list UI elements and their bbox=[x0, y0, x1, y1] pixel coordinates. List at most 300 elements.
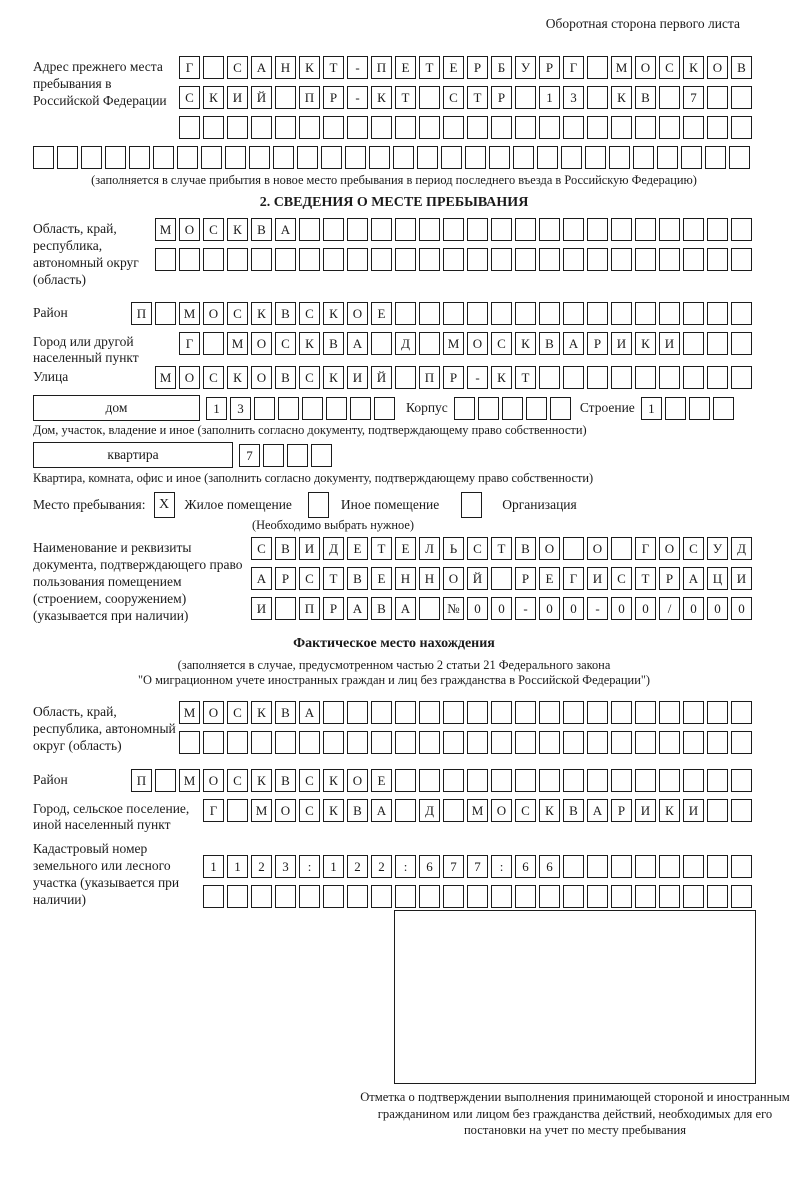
char-cell[interactable] bbox=[587, 701, 608, 724]
char-cell[interactable]: 0 bbox=[635, 597, 656, 620]
char-cell[interactable]: С bbox=[299, 799, 320, 822]
char-cell[interactable]: В bbox=[275, 769, 296, 792]
char-cell[interactable] bbox=[395, 701, 416, 724]
char-cell[interactable]: Л bbox=[419, 537, 440, 560]
char-cell[interactable] bbox=[539, 885, 560, 908]
char-cell[interactable] bbox=[609, 146, 630, 169]
char-cell[interactable]: А bbox=[683, 567, 704, 590]
char-cell[interactable]: 1 bbox=[203, 855, 224, 878]
char-cell[interactable] bbox=[635, 769, 656, 792]
char-cell[interactable] bbox=[33, 146, 54, 169]
char-cell[interactable] bbox=[350, 397, 371, 420]
char-cell[interactable]: 0 bbox=[683, 597, 704, 620]
char-cell[interactable] bbox=[563, 218, 584, 241]
char-cell[interactable]: О bbox=[251, 366, 272, 389]
char-cell[interactable] bbox=[203, 116, 224, 139]
char-cell[interactable] bbox=[563, 248, 584, 271]
char-cell[interactable] bbox=[587, 855, 608, 878]
char-cell[interactable] bbox=[707, 855, 728, 878]
char-cell[interactable] bbox=[467, 116, 488, 139]
char-cell[interactable]: М bbox=[155, 218, 176, 241]
char-cell[interactable] bbox=[611, 701, 632, 724]
char-cell[interactable] bbox=[659, 302, 680, 325]
char-cell[interactable] bbox=[443, 218, 464, 241]
char-cell[interactable] bbox=[731, 86, 752, 109]
char-cell[interactable] bbox=[683, 366, 704, 389]
char-cell[interactable] bbox=[705, 146, 726, 169]
char-cell[interactable]: 3 bbox=[230, 397, 251, 420]
char-cell[interactable]: В bbox=[323, 332, 344, 355]
char-cell[interactable] bbox=[689, 397, 710, 420]
char-cell[interactable] bbox=[179, 731, 200, 754]
char-cell[interactable] bbox=[203, 248, 224, 271]
char-cell[interactable]: - bbox=[587, 597, 608, 620]
char-cell[interactable] bbox=[323, 248, 344, 271]
char-cell[interactable] bbox=[563, 366, 584, 389]
char-cell[interactable] bbox=[203, 332, 224, 355]
char-cell[interactable] bbox=[326, 397, 347, 420]
char-cell[interactable]: И bbox=[251, 597, 272, 620]
char-cell[interactable] bbox=[585, 146, 606, 169]
char-cell[interactable]: С bbox=[611, 567, 632, 590]
char-cell[interactable] bbox=[515, 701, 536, 724]
char-cell[interactable] bbox=[299, 885, 320, 908]
char-cell[interactable]: 3 bbox=[563, 86, 584, 109]
char-cell[interactable]: 0 bbox=[491, 597, 512, 620]
char-cell[interactable]: О bbox=[587, 537, 608, 560]
char-cell[interactable]: А bbox=[251, 567, 272, 590]
char-cell[interactable]: К bbox=[515, 332, 536, 355]
char-cell[interactable]: К bbox=[299, 56, 320, 79]
char-cell[interactable] bbox=[299, 248, 320, 271]
char-cell[interactable]: 0 bbox=[731, 597, 752, 620]
char-cell[interactable]: Т bbox=[419, 56, 440, 79]
char-cell[interactable] bbox=[478, 397, 499, 420]
char-cell[interactable]: О bbox=[179, 366, 200, 389]
char-cell[interactable]: В bbox=[347, 799, 368, 822]
char-cell[interactable]: О bbox=[539, 537, 560, 560]
char-cell[interactable]: П bbox=[419, 366, 440, 389]
char-cell[interactable]: 1 bbox=[323, 855, 344, 878]
char-cell[interactable] bbox=[659, 855, 680, 878]
char-cell[interactable] bbox=[515, 731, 536, 754]
char-cell[interactable] bbox=[275, 731, 296, 754]
char-cell[interactable] bbox=[371, 248, 392, 271]
char-cell[interactable]: 2 bbox=[347, 855, 368, 878]
char-cell[interactable]: № bbox=[443, 597, 464, 620]
char-cell[interactable] bbox=[323, 885, 344, 908]
char-cell[interactable] bbox=[347, 701, 368, 724]
char-cell[interactable]: Р bbox=[491, 86, 512, 109]
char-cell[interactable] bbox=[203, 731, 224, 754]
char-cell[interactable] bbox=[513, 146, 534, 169]
char-cell[interactable] bbox=[731, 302, 752, 325]
char-cell[interactable] bbox=[707, 218, 728, 241]
char-cell[interactable] bbox=[371, 332, 392, 355]
char-cell[interactable]: С bbox=[179, 86, 200, 109]
char-cell[interactable]: 7 bbox=[239, 444, 260, 467]
char-cell[interactable]: К bbox=[323, 366, 344, 389]
char-cell[interactable]: 7 bbox=[467, 855, 488, 878]
char-cell[interactable]: Р bbox=[323, 86, 344, 109]
char-cell[interactable] bbox=[275, 86, 296, 109]
char-cell[interactable] bbox=[347, 885, 368, 908]
char-cell[interactable]: О bbox=[251, 332, 272, 355]
char-cell[interactable] bbox=[419, 302, 440, 325]
char-cell[interactable] bbox=[563, 855, 584, 878]
char-cell[interactable]: С bbox=[275, 332, 296, 355]
char-cell[interactable]: О bbox=[203, 769, 224, 792]
char-cell[interactable] bbox=[467, 218, 488, 241]
char-cell[interactable] bbox=[563, 116, 584, 139]
char-cell[interactable] bbox=[515, 769, 536, 792]
char-cell[interactable]: И bbox=[587, 567, 608, 590]
char-cell[interactable]: М bbox=[179, 701, 200, 724]
char-cell[interactable] bbox=[371, 218, 392, 241]
char-cell[interactable] bbox=[419, 332, 440, 355]
char-cell[interactable] bbox=[539, 769, 560, 792]
char-cell[interactable] bbox=[611, 731, 632, 754]
char-cell[interactable] bbox=[347, 218, 368, 241]
char-cell[interactable] bbox=[539, 248, 560, 271]
char-cell[interactable]: С bbox=[515, 799, 536, 822]
char-cell[interactable] bbox=[227, 116, 248, 139]
char-cell[interactable] bbox=[731, 116, 752, 139]
char-cell[interactable] bbox=[657, 146, 678, 169]
char-cell[interactable]: Т bbox=[491, 537, 512, 560]
char-cell[interactable]: К bbox=[251, 769, 272, 792]
char-cell[interactable]: К bbox=[323, 302, 344, 325]
char-cell[interactable] bbox=[683, 248, 704, 271]
char-cell[interactable] bbox=[395, 116, 416, 139]
char-cell[interactable] bbox=[275, 597, 296, 620]
char-cell[interactable]: А bbox=[563, 332, 584, 355]
char-cell[interactable] bbox=[371, 885, 392, 908]
char-cell[interactable]: И bbox=[731, 567, 752, 590]
char-cell[interactable] bbox=[395, 885, 416, 908]
char-cell[interactable]: К bbox=[491, 366, 512, 389]
char-cell[interactable] bbox=[659, 769, 680, 792]
char-cell[interactable]: Д bbox=[419, 799, 440, 822]
char-cell[interactable] bbox=[707, 332, 728, 355]
char-cell[interactable]: С bbox=[227, 769, 248, 792]
char-cell[interactable] bbox=[539, 366, 560, 389]
char-cell[interactable] bbox=[683, 769, 704, 792]
char-cell[interactable]: 6 bbox=[515, 855, 536, 878]
char-cell[interactable] bbox=[311, 444, 332, 467]
char-cell[interactable] bbox=[659, 248, 680, 271]
char-cell[interactable] bbox=[707, 86, 728, 109]
char-cell[interactable] bbox=[419, 885, 440, 908]
char-cell[interactable] bbox=[683, 885, 704, 908]
char-cell[interactable]: 2 bbox=[371, 855, 392, 878]
char-cell[interactable]: С bbox=[491, 332, 512, 355]
char-cell[interactable] bbox=[153, 146, 174, 169]
char-cell[interactable] bbox=[515, 86, 536, 109]
char-cell[interactable] bbox=[515, 302, 536, 325]
char-cell[interactable] bbox=[707, 769, 728, 792]
char-cell[interactable]: 0 bbox=[467, 597, 488, 620]
char-cell[interactable] bbox=[395, 218, 416, 241]
char-cell[interactable]: О bbox=[635, 56, 656, 79]
char-cell[interactable] bbox=[251, 885, 272, 908]
char-cell[interactable] bbox=[251, 731, 272, 754]
char-cell[interactable] bbox=[302, 397, 323, 420]
char-cell[interactable]: К bbox=[323, 799, 344, 822]
char-cell[interactable] bbox=[441, 146, 462, 169]
char-cell[interactable]: К bbox=[635, 332, 656, 355]
char-cell[interactable]: О bbox=[275, 799, 296, 822]
char-cell[interactable] bbox=[467, 769, 488, 792]
char-cell[interactable] bbox=[419, 218, 440, 241]
char-cell[interactable] bbox=[227, 885, 248, 908]
char-cell[interactable] bbox=[587, 248, 608, 271]
char-cell[interactable]: О bbox=[491, 799, 512, 822]
char-cell[interactable] bbox=[369, 146, 390, 169]
char-cell[interactable]: В bbox=[563, 799, 584, 822]
char-cell[interactable]: С bbox=[251, 537, 272, 560]
char-cell[interactable]: Т bbox=[371, 537, 392, 560]
char-cell[interactable]: 7 bbox=[443, 855, 464, 878]
char-cell[interactable] bbox=[179, 116, 200, 139]
char-cell[interactable] bbox=[635, 885, 656, 908]
char-cell[interactable] bbox=[707, 799, 728, 822]
char-cell[interactable] bbox=[177, 146, 198, 169]
char-cell[interactable] bbox=[419, 597, 440, 620]
char-cell[interactable] bbox=[707, 248, 728, 271]
char-cell[interactable] bbox=[635, 366, 656, 389]
char-cell[interactable] bbox=[201, 146, 222, 169]
char-cell[interactable] bbox=[275, 885, 296, 908]
char-cell[interactable] bbox=[659, 701, 680, 724]
char-cell[interactable] bbox=[611, 218, 632, 241]
char-cell[interactable] bbox=[419, 701, 440, 724]
char-cell[interactable] bbox=[491, 701, 512, 724]
char-cell[interactable]: Г bbox=[563, 56, 584, 79]
char-cell[interactable] bbox=[419, 116, 440, 139]
stay-other-checkbox[interactable] bbox=[308, 492, 329, 518]
stay-organization-checkbox[interactable] bbox=[461, 492, 482, 518]
char-cell[interactable]: 1 bbox=[227, 855, 248, 878]
char-cell[interactable] bbox=[731, 701, 752, 724]
char-cell[interactable]: Г bbox=[179, 332, 200, 355]
char-cell[interactable] bbox=[587, 769, 608, 792]
char-cell[interactable]: 0 bbox=[563, 597, 584, 620]
char-cell[interactable]: 0 bbox=[707, 597, 728, 620]
char-cell[interactable] bbox=[371, 731, 392, 754]
char-cell[interactable] bbox=[731, 799, 752, 822]
char-cell[interactable] bbox=[683, 701, 704, 724]
stay-residential-checkbox[interactable]: X bbox=[154, 492, 175, 518]
char-cell[interactable]: Г bbox=[563, 567, 584, 590]
char-cell[interactable] bbox=[465, 146, 486, 169]
char-cell[interactable] bbox=[563, 769, 584, 792]
char-cell[interactable] bbox=[129, 146, 150, 169]
char-cell[interactable]: В bbox=[539, 332, 560, 355]
char-cell[interactable] bbox=[395, 799, 416, 822]
char-cell[interactable] bbox=[731, 332, 752, 355]
char-cell[interactable] bbox=[611, 302, 632, 325]
char-cell[interactable]: Е bbox=[371, 302, 392, 325]
char-cell[interactable] bbox=[491, 302, 512, 325]
char-cell[interactable]: С bbox=[299, 366, 320, 389]
char-cell[interactable] bbox=[611, 885, 632, 908]
char-cell[interactable] bbox=[587, 302, 608, 325]
char-cell[interactable]: С bbox=[683, 537, 704, 560]
char-cell[interactable]: Е bbox=[395, 56, 416, 79]
char-cell[interactable]: В bbox=[635, 86, 656, 109]
char-cell[interactable]: О bbox=[347, 769, 368, 792]
char-cell[interactable]: К bbox=[227, 218, 248, 241]
char-cell[interactable] bbox=[467, 731, 488, 754]
char-cell[interactable]: А bbox=[347, 597, 368, 620]
char-cell[interactable] bbox=[587, 218, 608, 241]
char-cell[interactable]: И bbox=[659, 332, 680, 355]
char-cell[interactable] bbox=[563, 731, 584, 754]
char-cell[interactable]: М bbox=[179, 769, 200, 792]
char-cell[interactable] bbox=[443, 248, 464, 271]
char-cell[interactable]: К bbox=[323, 769, 344, 792]
char-cell[interactable]: И bbox=[347, 366, 368, 389]
char-cell[interactable] bbox=[251, 116, 272, 139]
char-cell[interactable] bbox=[278, 397, 299, 420]
char-cell[interactable]: К bbox=[227, 366, 248, 389]
char-cell[interactable] bbox=[539, 731, 560, 754]
char-cell[interactable] bbox=[659, 116, 680, 139]
char-cell[interactable] bbox=[635, 855, 656, 878]
char-cell[interactable] bbox=[81, 146, 102, 169]
char-cell[interactable] bbox=[443, 116, 464, 139]
char-cell[interactable]: Е bbox=[347, 537, 368, 560]
char-cell[interactable] bbox=[345, 146, 366, 169]
char-cell[interactable] bbox=[731, 731, 752, 754]
char-cell[interactable] bbox=[683, 116, 704, 139]
char-cell[interactable]: М bbox=[227, 332, 248, 355]
char-cell[interactable]: 0 bbox=[611, 597, 632, 620]
char-cell[interactable] bbox=[155, 248, 176, 271]
char-cell[interactable]: С bbox=[227, 701, 248, 724]
char-cell[interactable]: 1 bbox=[539, 86, 560, 109]
char-cell[interactable] bbox=[561, 146, 582, 169]
char-cell[interactable]: А bbox=[395, 597, 416, 620]
char-cell[interactable]: О bbox=[203, 302, 224, 325]
char-cell[interactable] bbox=[731, 218, 752, 241]
char-cell[interactable] bbox=[347, 116, 368, 139]
char-cell[interactable]: Н bbox=[275, 56, 296, 79]
char-cell[interactable]: Т bbox=[467, 86, 488, 109]
char-cell[interactable] bbox=[635, 302, 656, 325]
char-cell[interactable]: Р bbox=[443, 366, 464, 389]
char-cell[interactable] bbox=[729, 146, 750, 169]
char-cell[interactable] bbox=[587, 366, 608, 389]
char-cell[interactable]: 1 bbox=[206, 397, 227, 420]
char-cell[interactable] bbox=[417, 146, 438, 169]
char-cell[interactable] bbox=[395, 302, 416, 325]
char-cell[interactable]: Й bbox=[371, 366, 392, 389]
char-cell[interactable] bbox=[225, 146, 246, 169]
char-cell[interactable]: А bbox=[251, 56, 272, 79]
char-cell[interactable]: Ц bbox=[707, 567, 728, 590]
char-cell[interactable] bbox=[659, 218, 680, 241]
char-cell[interactable] bbox=[731, 366, 752, 389]
char-cell[interactable] bbox=[371, 701, 392, 724]
char-cell[interactable]: А bbox=[587, 799, 608, 822]
char-cell[interactable]: К bbox=[203, 86, 224, 109]
char-cell[interactable]: П bbox=[131, 302, 152, 325]
char-cell[interactable]: П bbox=[371, 56, 392, 79]
char-cell[interactable] bbox=[633, 146, 654, 169]
char-cell[interactable]: В bbox=[515, 537, 536, 560]
char-cell[interactable]: - bbox=[515, 597, 536, 620]
char-cell[interactable] bbox=[419, 731, 440, 754]
char-cell[interactable] bbox=[515, 218, 536, 241]
char-cell[interactable] bbox=[287, 444, 308, 467]
char-cell[interactable]: Р bbox=[323, 597, 344, 620]
char-cell[interactable]: И bbox=[227, 86, 248, 109]
char-cell[interactable] bbox=[659, 885, 680, 908]
char-cell[interactable] bbox=[707, 701, 728, 724]
char-cell[interactable] bbox=[659, 86, 680, 109]
char-cell[interactable]: В bbox=[275, 302, 296, 325]
char-cell[interactable]: К bbox=[251, 701, 272, 724]
char-cell[interactable] bbox=[491, 567, 512, 590]
char-cell[interactable]: Ь bbox=[443, 537, 464, 560]
char-cell[interactable]: : bbox=[395, 855, 416, 878]
char-cell[interactable] bbox=[537, 146, 558, 169]
char-cell[interactable]: С bbox=[227, 302, 248, 325]
char-cell[interactable] bbox=[550, 397, 571, 420]
char-cell[interactable]: В bbox=[251, 218, 272, 241]
char-cell[interactable] bbox=[179, 248, 200, 271]
char-cell[interactable] bbox=[681, 146, 702, 169]
char-cell[interactable]: У bbox=[707, 537, 728, 560]
char-cell[interactable] bbox=[105, 146, 126, 169]
char-cell[interactable] bbox=[665, 397, 686, 420]
char-cell[interactable]: С bbox=[203, 218, 224, 241]
char-cell[interactable]: М bbox=[155, 366, 176, 389]
char-cell[interactable]: У bbox=[515, 56, 536, 79]
char-cell[interactable] bbox=[611, 248, 632, 271]
char-cell[interactable] bbox=[323, 116, 344, 139]
char-cell[interactable] bbox=[155, 302, 176, 325]
char-cell[interactable] bbox=[539, 218, 560, 241]
char-cell[interactable] bbox=[443, 769, 464, 792]
char-cell[interactable]: П bbox=[299, 597, 320, 620]
char-cell[interactable]: В bbox=[371, 597, 392, 620]
char-cell[interactable] bbox=[275, 248, 296, 271]
char-cell[interactable]: Г bbox=[635, 537, 656, 560]
char-cell[interactable]: М bbox=[467, 799, 488, 822]
char-cell[interactable] bbox=[659, 731, 680, 754]
char-cell[interactable] bbox=[419, 86, 440, 109]
char-cell[interactable]: 6 bbox=[419, 855, 440, 878]
char-cell[interactable] bbox=[491, 769, 512, 792]
char-cell[interactable] bbox=[515, 116, 536, 139]
char-cell[interactable]: С bbox=[203, 366, 224, 389]
char-cell[interactable] bbox=[347, 731, 368, 754]
char-cell[interactable]: П bbox=[131, 769, 152, 792]
char-cell[interactable] bbox=[587, 86, 608, 109]
char-cell[interactable]: Е bbox=[371, 769, 392, 792]
char-cell[interactable] bbox=[443, 302, 464, 325]
char-cell[interactable] bbox=[683, 302, 704, 325]
char-cell[interactable] bbox=[395, 248, 416, 271]
char-cell[interactable]: Т bbox=[635, 567, 656, 590]
char-cell[interactable]: О bbox=[707, 56, 728, 79]
char-cell[interactable] bbox=[275, 116, 296, 139]
char-cell[interactable]: С bbox=[299, 302, 320, 325]
char-cell[interactable]: О bbox=[443, 567, 464, 590]
